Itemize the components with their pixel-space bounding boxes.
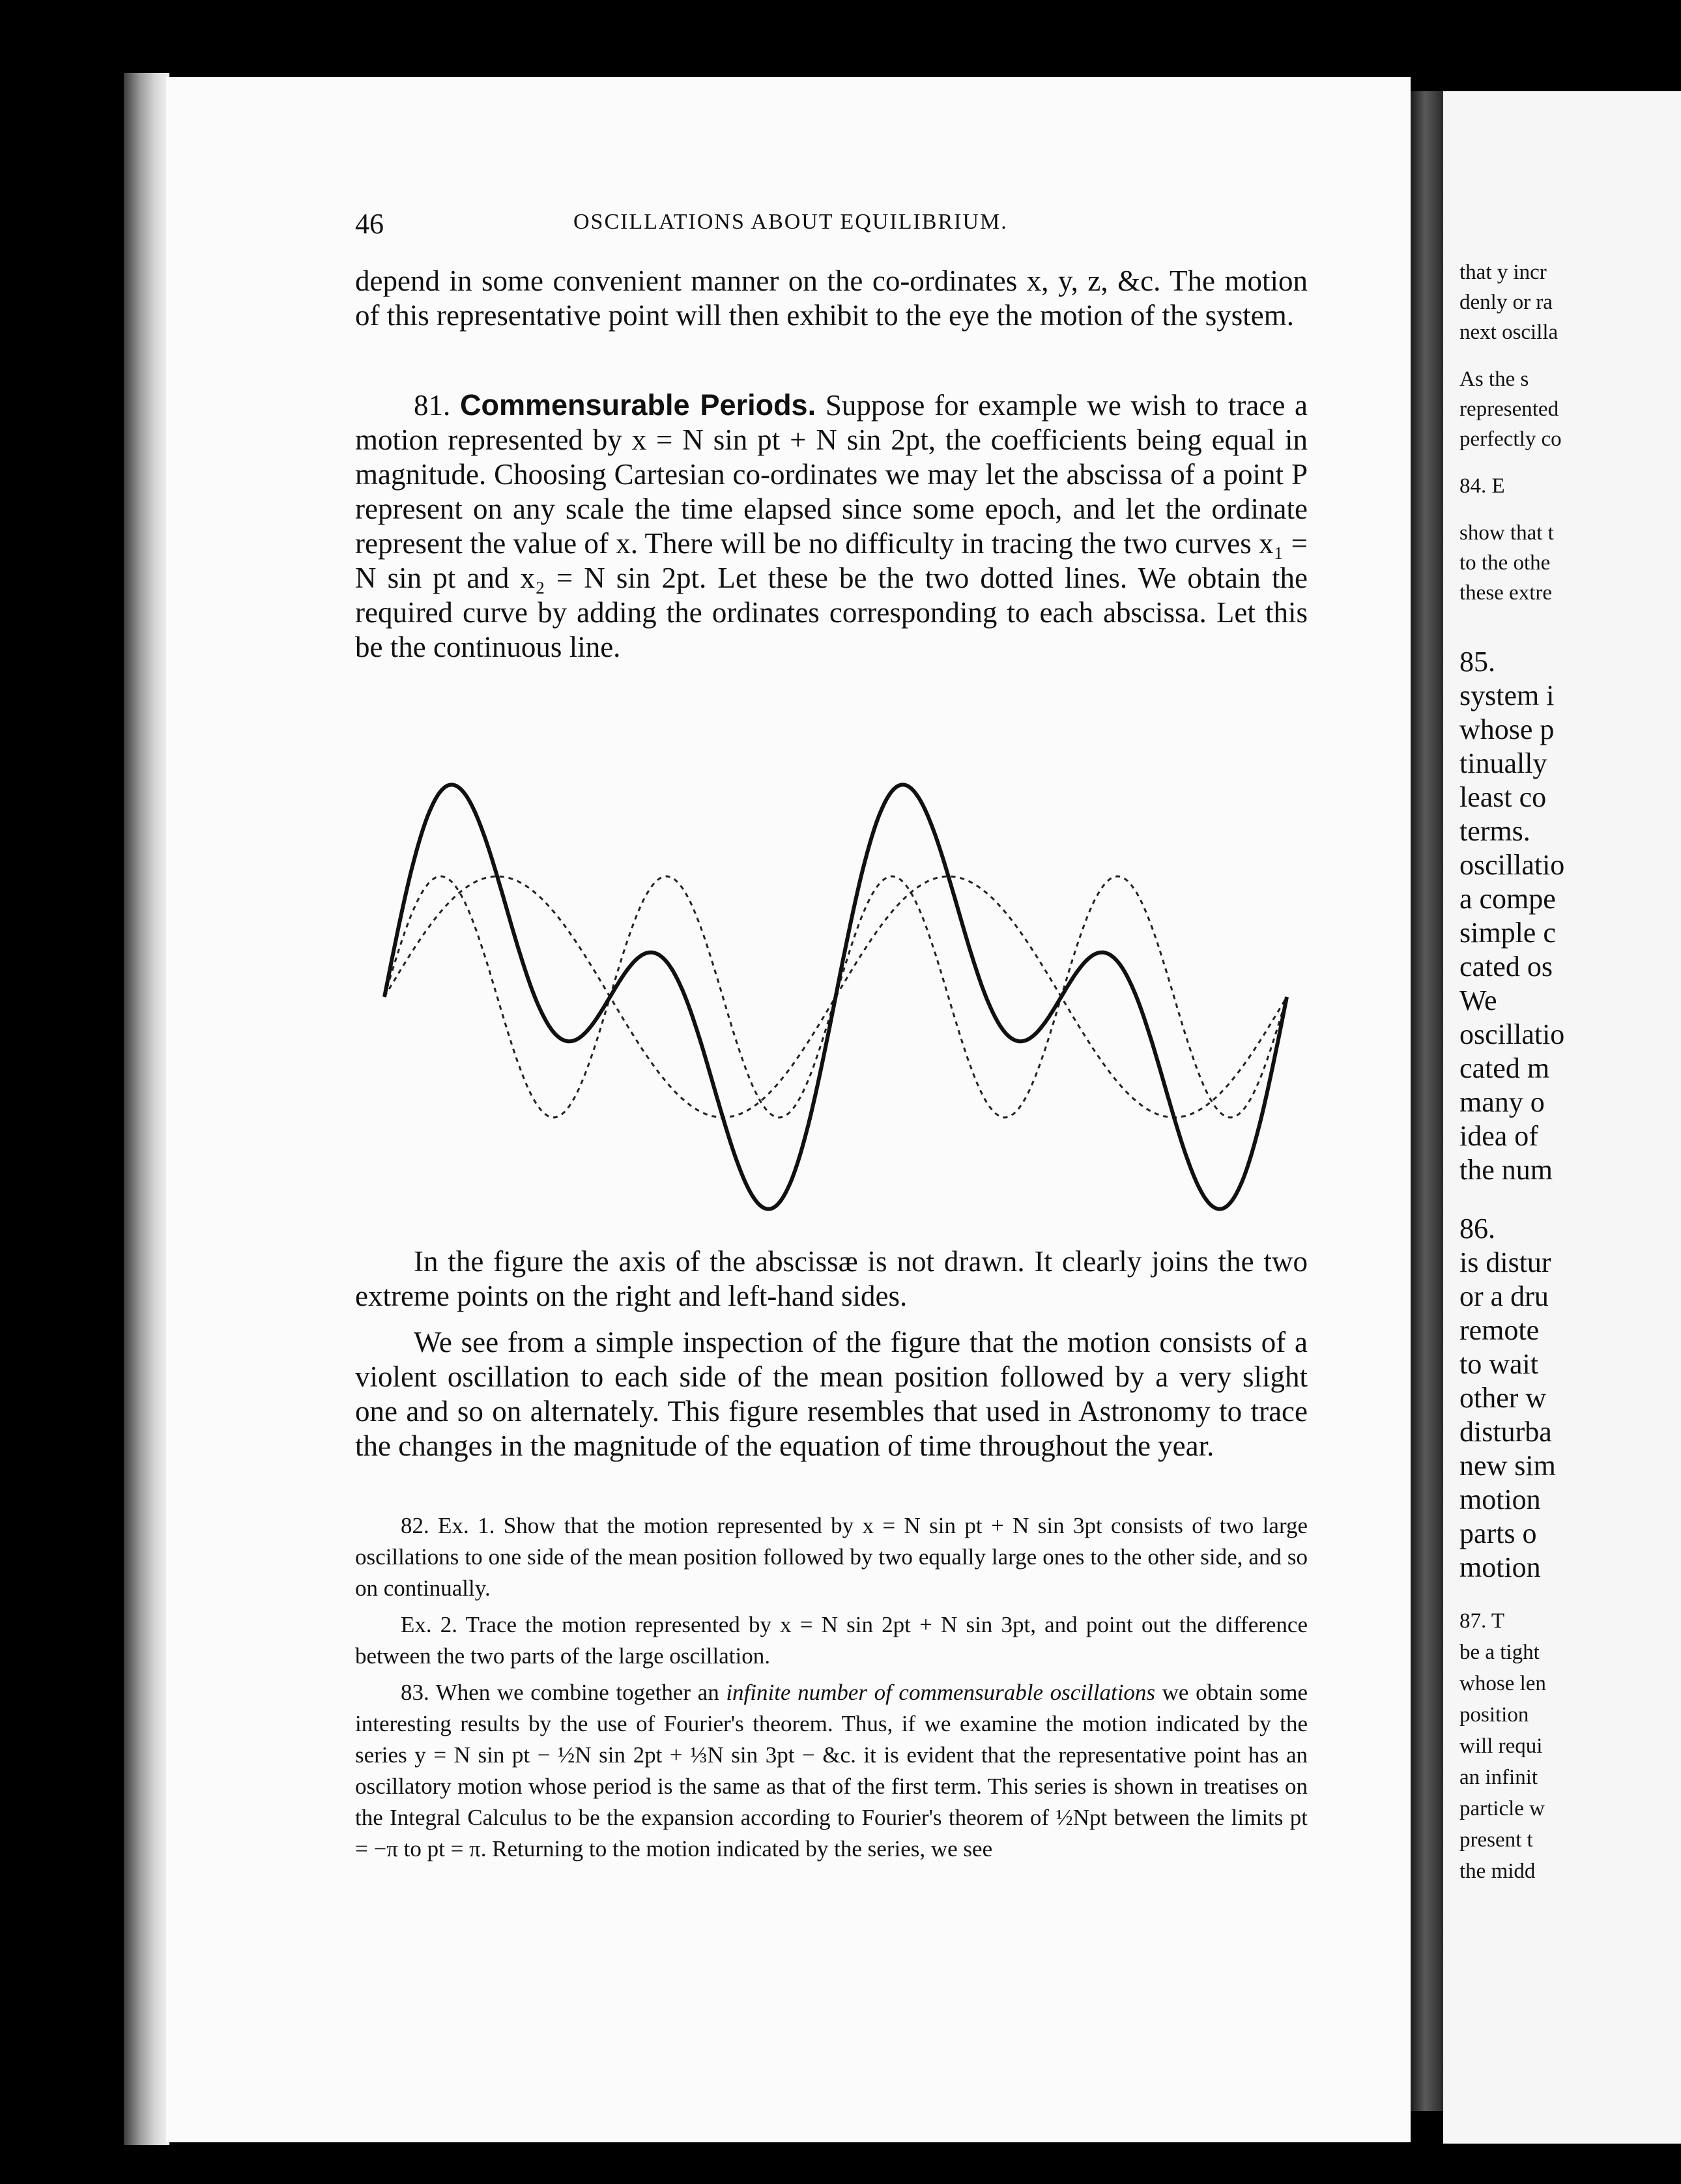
- right-page-line: other w: [1459, 1382, 1547, 1414]
- intro-paragraph-block: [355, 264, 1308, 333]
- section-82-ex1: 82. Ex. 1. Show that the motion represented by x = N sin pt + N sin 3pt consists of two large oscillations to one side of the mean position followed by two equally large ones to the other side, and so on continually.: [355, 1513, 1308, 1601]
- right-page-line: motion: [1459, 1484, 1541, 1516]
- right-page: [1443, 91, 1681, 2144]
- oscillation-figure: [378, 743, 1303, 1251]
- right-page-line: new sim: [1459, 1450, 1556, 1482]
- book-gutter: [1411, 91, 1443, 2111]
- solid-curve-sum: [384, 784, 1287, 1209]
- right-page-line: an infinit: [1459, 1766, 1538, 1789]
- post-figure-block: [355, 1244, 1308, 1463]
- small-print-block: [355, 1510, 1308, 1870]
- intro-paragraph: depend in some convenient manner on the co-ordinates x, y, z, &c. The motion of this representative point will then exhibit to the eye the motion of the system.: [355, 265, 1308, 332]
- right-page-line: will requi: [1459, 1734, 1543, 1758]
- section-83-text-after: we obtain some interesting results by the use of Fourier's theorem. Thus, if we examine the motion indicated by the series y = N sin pt − ½N sin 2pt + ⅓N sin 3pt − &c. it is evident that the representative point has an oscillatory motion whose period is the same as that of the first term. This series is shown in treatises on the Integral Calculus to be the expansion according to Fourier's theorem of ½Npt between the limits pt = −π to pt = π. Returning to the motion indicated by the series, we see: [355, 1680, 1308, 1861]
- right-page-line: a compe: [1459, 883, 1556, 915]
- section-83-text-before: When we combine together an: [435, 1680, 719, 1705]
- right-page-line: cated m: [1459, 1052, 1550, 1084]
- section-81-number: 81.: [414, 389, 451, 422]
- right-page-line: terms.: [1459, 815, 1530, 847]
- right-page-line: is distur: [1459, 1246, 1551, 1278]
- section-83-emphasis: infinite number of commensurable oscillations: [726, 1680, 1156, 1705]
- right-page-line: the num: [1459, 1154, 1553, 1186]
- running-head: OSCILLATIONS ABOUT EQUILIBRIUM.: [573, 210, 1008, 234]
- section-81-text: Suppose for example we wish to trace a motion represented by x = N sin pt + N sin 2pt, the coefficients being equal in magnitude. Choosing Cartesian co-ordinates we may let the abscissa of a point P represent on any scale the time elapsed since some epoch, and let the ordinate represent the value of x. There will be no difficulty in tracing the two curves x₁ = N sin pt and x₂ = N sin 2pt. Let these be the two dotted lines. We obtain the required curve by adding the ordinates corresponding to each abscissa. Let this be the continuous line.: [355, 389, 1308, 663]
- section-81-paragraph: [355, 388, 1308, 665]
- right-page-line: 85.: [1459, 646, 1495, 678]
- right-page-line: be a tight: [1459, 1641, 1540, 1664]
- right-page-line: the midd: [1459, 1860, 1536, 1883]
- right-page-line: oscillatio: [1459, 849, 1565, 881]
- right-page-line: position: [1459, 1703, 1529, 1727]
- section-83-number: 83.: [401, 1680, 429, 1705]
- right-page-line: perfectly co: [1459, 427, 1562, 451]
- page-header: [355, 207, 1313, 246]
- right-page-line: to wait: [1459, 1348, 1538, 1380]
- right-page-line: 87. T: [1459, 1609, 1505, 1633]
- section-82-ex2: Ex. 2. Trace the motion represented by x = N sin 2pt + N sin 3pt, and point out the difference between the two parts of the large oscillation.: [355, 1612, 1308, 1669]
- right-page-line: simple c: [1459, 917, 1556, 949]
- right-page-line: present t: [1459, 1828, 1533, 1852]
- right-page-line: motion: [1459, 1551, 1541, 1583]
- right-page-line: whose len: [1459, 1672, 1546, 1695]
- right-page-line: show that t: [1459, 521, 1554, 545]
- section-83-paragraph: [355, 1677, 1308, 1865]
- right-page-line: 86.: [1459, 1213, 1495, 1244]
- right-page-line: many o: [1459, 1086, 1545, 1118]
- right-page-line: to the othe: [1459, 551, 1551, 575]
- right-page-line: represented: [1459, 397, 1559, 421]
- right-page-line: or a dru: [1459, 1280, 1549, 1312]
- right-page-line: that y incr: [1459, 261, 1547, 284]
- right-page-line: next oscilla: [1459, 321, 1559, 344]
- right-page-line: these extre: [1459, 581, 1553, 605]
- section-81-block: [355, 388, 1308, 665]
- abscissa-note-paragraph: In the figure the axis of the abscissæ is not drawn. It clearly joins the two extreme points on the right and left-hand sides.: [355, 1245, 1308, 1312]
- right-page-line: least co: [1459, 781, 1547, 813]
- right-page-line: denly or ra: [1459, 291, 1553, 314]
- right-page-line: disturba: [1459, 1416, 1552, 1448]
- page-number: 46: [355, 208, 384, 240]
- right-page-line: oscillatio: [1459, 1018, 1565, 1050]
- right-page-line: remote: [1459, 1314, 1540, 1346]
- right-page-line: We: [1459, 984, 1497, 1016]
- right-page-line: As the s: [1459, 367, 1529, 391]
- scan-edge-left: [124, 73, 169, 2145]
- inspection-paragraph: We see from a simple inspection of the figure that the motion consists of a violent oscillation to each side of the mean position followed by a very slight one and so on alternately. This figure resembles that used in Astronomy to trace the changes in the magnitude of the equation of time throughout the year.: [355, 1326, 1308, 1462]
- right-page-line: cated os: [1459, 951, 1553, 983]
- section-81-title: Commensurable Periods.: [459, 388, 816, 422]
- right-page-line: parts o: [1459, 1517, 1537, 1549]
- right-page-line: idea of: [1459, 1120, 1538, 1152]
- right-page-line: tinually: [1459, 747, 1547, 779]
- right-page-line: 84. E: [1459, 474, 1505, 498]
- right-page-line: system i: [1459, 680, 1555, 711]
- right-page-line: whose p: [1459, 713, 1555, 745]
- right-page-line: particle w: [1459, 1797, 1545, 1820]
